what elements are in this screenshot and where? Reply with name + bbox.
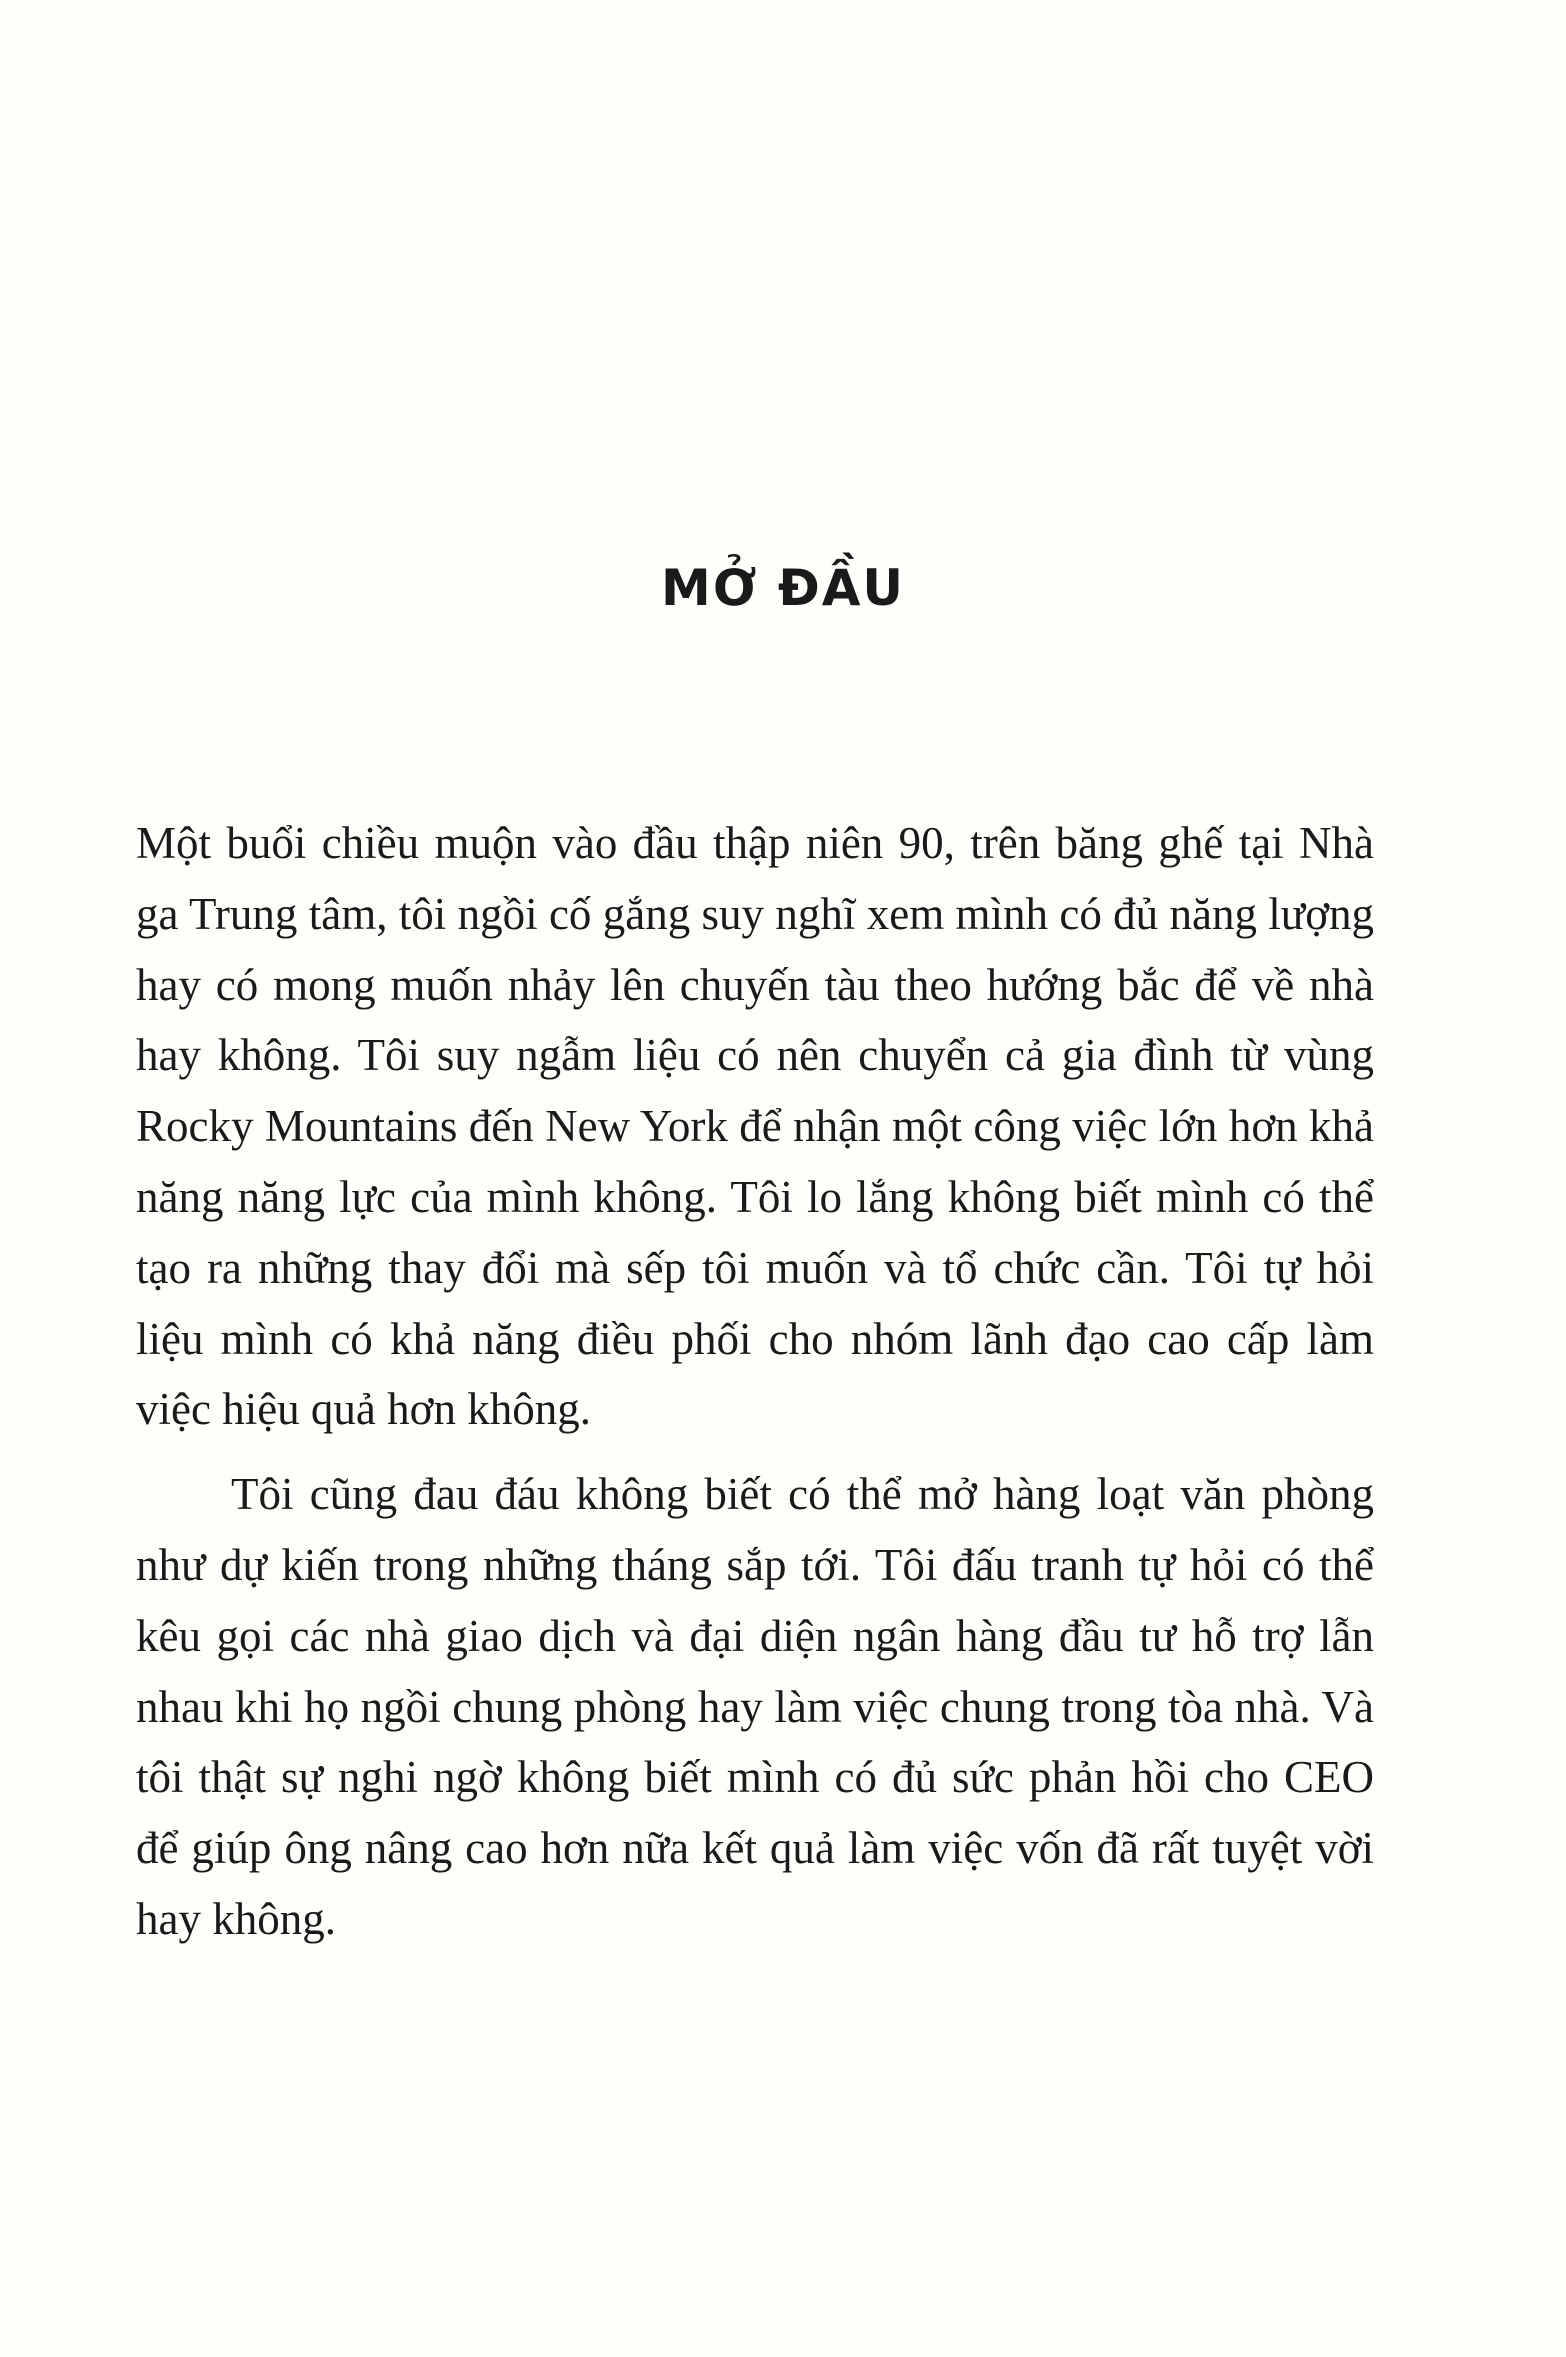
paragraph-1: Một buổi chiều muộn vào đầu thập niên 90, trên băng ghế tại Nhà ga Trung tâm, tôi ngồi cố gắng suy nghĩ xem mình có đủ năng lượng hay có mong muốn nhảy lên chuyến tàu theo hướng bắc để về nhà hay không. Tôi suy ngẫm liệu có nên chuyển cả gia đình từ vùng Rocky Mountains đến New York để nhận một công việc lớn hơn khả năng năng lực của mình không. Tôi lo lắng không biết mình có thể tạo ra những thay đổi mà sếp tôi muốn và tổ chức cần. Tôi tự hỏi liệu mình có khả năng điều phối cho nhóm lãnh đạo cao cấp làm việc hiệu quả hơn không. bbox=[136, 818, 1374, 1435]
chapter-heading: MỞ ĐẦU bbox=[660, 559, 906, 617]
chapter-body bbox=[136, 808, 1374, 1955]
paragraph-2: Tôi cũng đau đáu không biết có thể mở hàng loạt văn phòng như dự kiến trong những tháng sắp tới. Tôi đấu tranh tự hỏi có thể kêu gọi các nhà giao dịch và đại diện ngân hàng đầu tư hỗ trợ lẫn nhau khi họ ngồi chung phòng hay làm việc chung trong tòa nhà. Và tôi thật sự nghi ngờ không biết mình có đủ sức phản hồi cho CEO để giúp ông nâng cao hơn nữa kết quả làm việc vốn đã rất tuyệt vời hay không. bbox=[136, 1469, 1374, 1944]
